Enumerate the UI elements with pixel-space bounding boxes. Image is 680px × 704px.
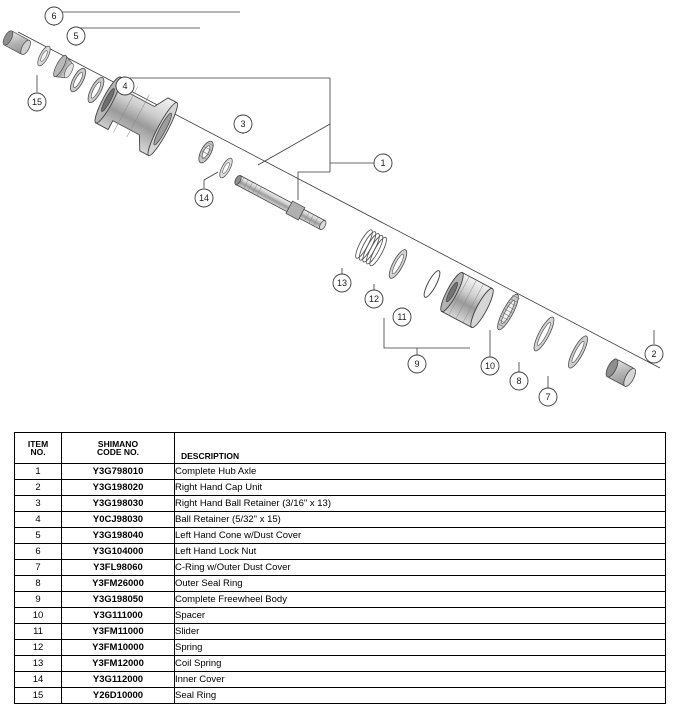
cell-item-no: 12 — [15, 640, 62, 656]
cell-item-no: 4 — [15, 512, 62, 528]
header-item-no — [15, 433, 62, 464]
cell-description: Coil Spring — [175, 656, 666, 672]
cell-item-no: 15 — [15, 688, 62, 704]
callout-label-4: 4 — [122, 81, 128, 91]
parts-table-head — [15, 433, 666, 464]
header-item-line2: NO. — [30, 447, 46, 457]
cell-item-no: 2 — [15, 480, 62, 496]
cell-description: Right Hand Ball Retainer (3/16" x 13) — [175, 496, 666, 512]
cell-shimano-code: Y3G111000 — [62, 608, 175, 624]
callout-label-6: 6 — [51, 11, 57, 21]
cell-description: Ball Retainer (5/32" x 15) — [175, 512, 666, 528]
table-row — [15, 496, 666, 512]
cell-shimano-code: Y3FM11000 — [62, 624, 175, 640]
table-row — [15, 576, 666, 592]
callout-6 — [45, 7, 63, 25]
callout-group — [28, 7, 663, 406]
callout-label-14: 14 — [198, 193, 210, 203]
table-row — [15, 480, 666, 496]
callout-13 — [333, 274, 351, 292]
cell-shimano-code: Y3FM10000 — [62, 640, 175, 656]
callout-8 — [510, 372, 528, 390]
cell-shimano-code: Y3G104000 — [62, 544, 175, 560]
cell-description: Seal Ring — [175, 688, 666, 704]
callout-label-12: 12 — [368, 294, 380, 304]
cell-item-no: 1 — [15, 464, 62, 480]
cell-shimano-code: Y3FM12000 — [62, 656, 175, 672]
cell-description: Outer Seal Ring — [175, 576, 666, 592]
table-row — [15, 688, 666, 704]
callout-5 — [67, 27, 85, 45]
cell-description: Slider — [175, 624, 666, 640]
cell-description: Left Hand Lock Nut — [175, 544, 666, 560]
cell-description: Spring — [175, 640, 666, 656]
cell-shimano-code: Y3G198050 — [62, 592, 175, 608]
callout-7 — [539, 388, 557, 406]
cell-item-no: 14 — [15, 672, 62, 688]
callout-2 — [645, 345, 663, 363]
callout-label-1: 1 — [380, 158, 386, 168]
table-row — [15, 512, 666, 528]
table-row — [15, 608, 666, 624]
cell-description: Complete Freewheel Body — [175, 592, 666, 608]
callout-label-15: 15 — [31, 97, 43, 107]
cell-item-no: 13 — [15, 656, 62, 672]
table-row — [15, 640, 666, 656]
callout-9 — [408, 355, 426, 373]
cell-description: Complete Hub Axle — [175, 464, 666, 480]
table-row — [15, 592, 666, 608]
parts-table — [14, 432, 666, 704]
table-header-row — [15, 433, 666, 464]
cell-description: Spacer — [175, 608, 666, 624]
callout-12 — [365, 290, 383, 308]
callout-3 — [234, 115, 252, 133]
cell-shimano-code: Y3G198020 — [62, 480, 175, 496]
cell-shimano-code: Y3G798010 — [62, 464, 175, 480]
cell-shimano-code: Y26D10000 — [62, 688, 175, 704]
table-row — [15, 624, 666, 640]
cell-item-no: 11 — [15, 624, 62, 640]
cell-shimano-code: Y3G112000 — [62, 672, 175, 688]
callout-label-8: 8 — [516, 376, 522, 386]
callout-label-7: 7 — [545, 392, 551, 402]
cell-shimano-code: Y3FM26000 — [62, 576, 175, 592]
callout-11 — [393, 308, 411, 326]
callout-label-10: 10 — [484, 361, 496, 371]
header-code-line1: SHIMANO — [97, 438, 139, 449]
callout-label-11: 11 — [397, 312, 407, 322]
callout-label-3: 3 — [240, 119, 246, 129]
callout-label-13: 13 — [336, 278, 348, 288]
cell-item-no: 10 — [15, 608, 62, 624]
callout-1 — [374, 154, 392, 172]
cell-shimano-code: Y0CJ98030 — [62, 512, 175, 528]
header-item-line1: ITEM — [27, 438, 49, 449]
table-row — [15, 656, 666, 672]
parts-table-container — [14, 432, 666, 704]
cell-description: Right Hand Cap Unit — [175, 480, 666, 496]
header-code-line2: CODE NO. — [96, 447, 140, 457]
cell-item-no: 7 — [15, 560, 62, 576]
cell-shimano-code: Y3G198040 — [62, 528, 175, 544]
callout-label-9: 9 — [414, 359, 420, 369]
parts-table-body — [15, 464, 666, 704]
cell-item-no: 6 — [15, 544, 62, 560]
table-row — [15, 528, 666, 544]
cell-item-no: 9 — [15, 592, 62, 608]
callout-15 — [28, 93, 46, 111]
table-row — [15, 560, 666, 576]
cell-description: Left Hand Cone w/Dust Cover — [175, 528, 666, 544]
cell-item-no: 5 — [15, 528, 62, 544]
callout-label-5: 5 — [73, 31, 79, 41]
callout-14 — [195, 189, 213, 207]
cell-shimano-code: Y3G198030 — [62, 496, 175, 512]
header-shimano-code — [62, 433, 175, 464]
cell-shimano-code: Y3FL98060 — [62, 560, 175, 576]
callout-4 — [116, 77, 134, 95]
cell-description: Inner Cover — [175, 672, 666, 688]
table-row — [15, 464, 666, 480]
table-row — [15, 544, 666, 560]
cell-description: C-Ring w/Outer Dust Cover — [175, 560, 666, 576]
header-description: DESCRIPTION — [175, 433, 666, 464]
callout-label-2: 2 — [651, 349, 657, 359]
cell-item-no: 8 — [15, 576, 62, 592]
callout-10 — [481, 357, 499, 375]
cell-item-no: 3 — [15, 496, 62, 512]
